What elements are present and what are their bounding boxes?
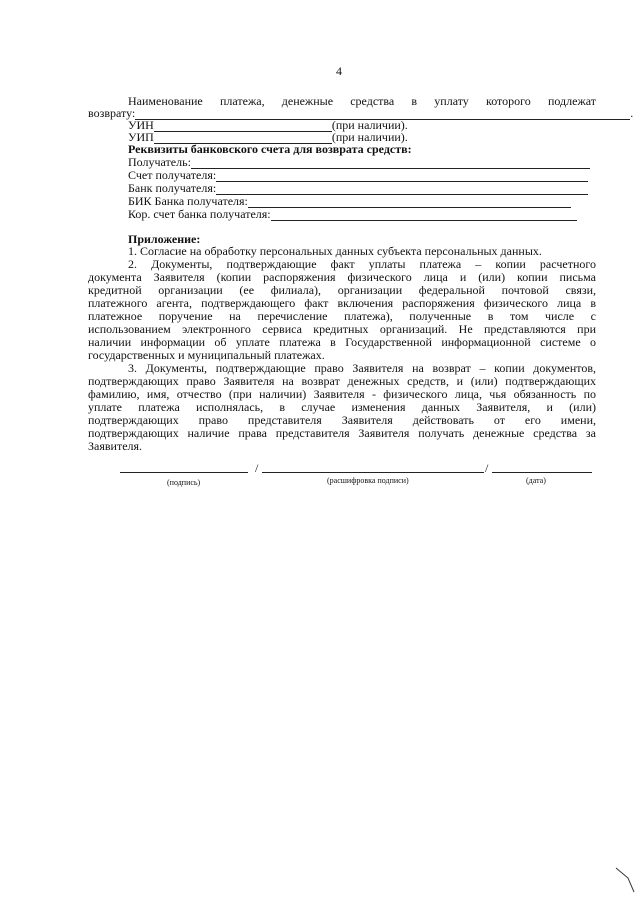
- signature-slash-2: /: [485, 461, 489, 475]
- appendix-item-2-line: кредитной организации (ее филиала), организации федеральной почтовой связи,: [88, 283, 596, 297]
- signature-field[interactable]: [120, 472, 248, 473]
- appendix-item-2-line: наличии информации об уплате платежа в Государственной информационной системе о: [88, 335, 596, 349]
- page-number: 4: [336, 64, 342, 78]
- corr-account-label: Кор. счет банка получателя:: [128, 207, 271, 221]
- date-field[interactable]: [492, 472, 592, 473]
- appendix-item-1: 1. Согласие на обработку персональных данных субъекта персональных данных.: [128, 244, 542, 258]
- appendix-item-3-line: фамилию, имя, отчество (при наличии) Заявителя - физического лица, чья обязанность по: [88, 387, 596, 401]
- appendix-item-2-line: использованием электронного сервиса кредитных организаций. Не представляются при: [88, 322, 596, 336]
- appendix-item-2-line: государственных и муниципальный платежах.: [88, 348, 325, 362]
- recipient-label: Получатель:: [128, 155, 191, 169]
- uip-suffix: (при наличии).: [331, 130, 408, 144]
- appendix-item-3-line: уплате платежа исполнялась, в случае изменения данных Заявителя, и (или): [88, 400, 596, 414]
- bank-details-heading: Реквизиты банковского счета для возврата средств:: [128, 142, 412, 156]
- payment-name-end: .: [630, 106, 634, 120]
- caption-signature-decode: (расшифровка подписи): [327, 476, 409, 485]
- signature-decode-field[interactable]: [262, 472, 484, 473]
- appendix-item-3-first: 3. Документы, подтверждающие право Заявителя на возврат – копии документов,: [128, 361, 596, 375]
- corr-account-field[interactable]: [271, 209, 577, 221]
- appendix-item-3-line: Заявителя.: [88, 439, 143, 453]
- appendix-item-2-line: документа Заявителя (копии распоряжения физического лица и (или) копии письма: [88, 270, 596, 284]
- bik-label: БИК Банка получателя:: [128, 194, 248, 208]
- caption-date: (дата): [526, 476, 546, 485]
- corr-account-row: [128, 207, 577, 221]
- bank-label: Банк получателя:: [128, 181, 217, 195]
- uip-label: УИП: [128, 130, 154, 144]
- recipient-row: [128, 155, 590, 169]
- appendix-item-2-line: платежное поручение на перечисление платежа), полученные в том числе с: [88, 309, 596, 323]
- appendix-item-2-first: 2. Документы, подтверждающие факт уплаты платежа – копии расчетного: [128, 257, 596, 271]
- appendix-item-3-line: подтверждающих право представителя Заявителя действовать от его имени,: [88, 413, 596, 427]
- uin-suffix: (при наличии).: [331, 118, 408, 132]
- appendix-item-3-line: подтверждающих наличие права представителя Заявителя получать денежные средства за: [88, 426, 596, 440]
- appendix-item-3-line: подтверждающих право Заявителя на возврат денежных средств, и (или) подтверждающих: [88, 374, 596, 388]
- scan-mark-icon: [610, 862, 636, 896]
- appendix-heading: Приложение:: [128, 232, 201, 246]
- signature-slash-1: /: [255, 461, 259, 475]
- payment-name-line1: Наименование платежа, денежные средства в уплату которого подлежат: [128, 94, 596, 108]
- account-label: Счет получателя:: [128, 168, 217, 182]
- appendix-item-2-line: платежного агента, подтверждающего факт включения распоряжения физического лица в: [88, 296, 596, 310]
- uin-label: УИН: [128, 118, 154, 132]
- caption-signature: (подпись): [167, 478, 201, 487]
- payment-name-label: возврату:: [88, 106, 136, 120]
- bik-row: [128, 194, 571, 208]
- account-row: [128, 168, 588, 182]
- bank-row: [128, 181, 588, 195]
